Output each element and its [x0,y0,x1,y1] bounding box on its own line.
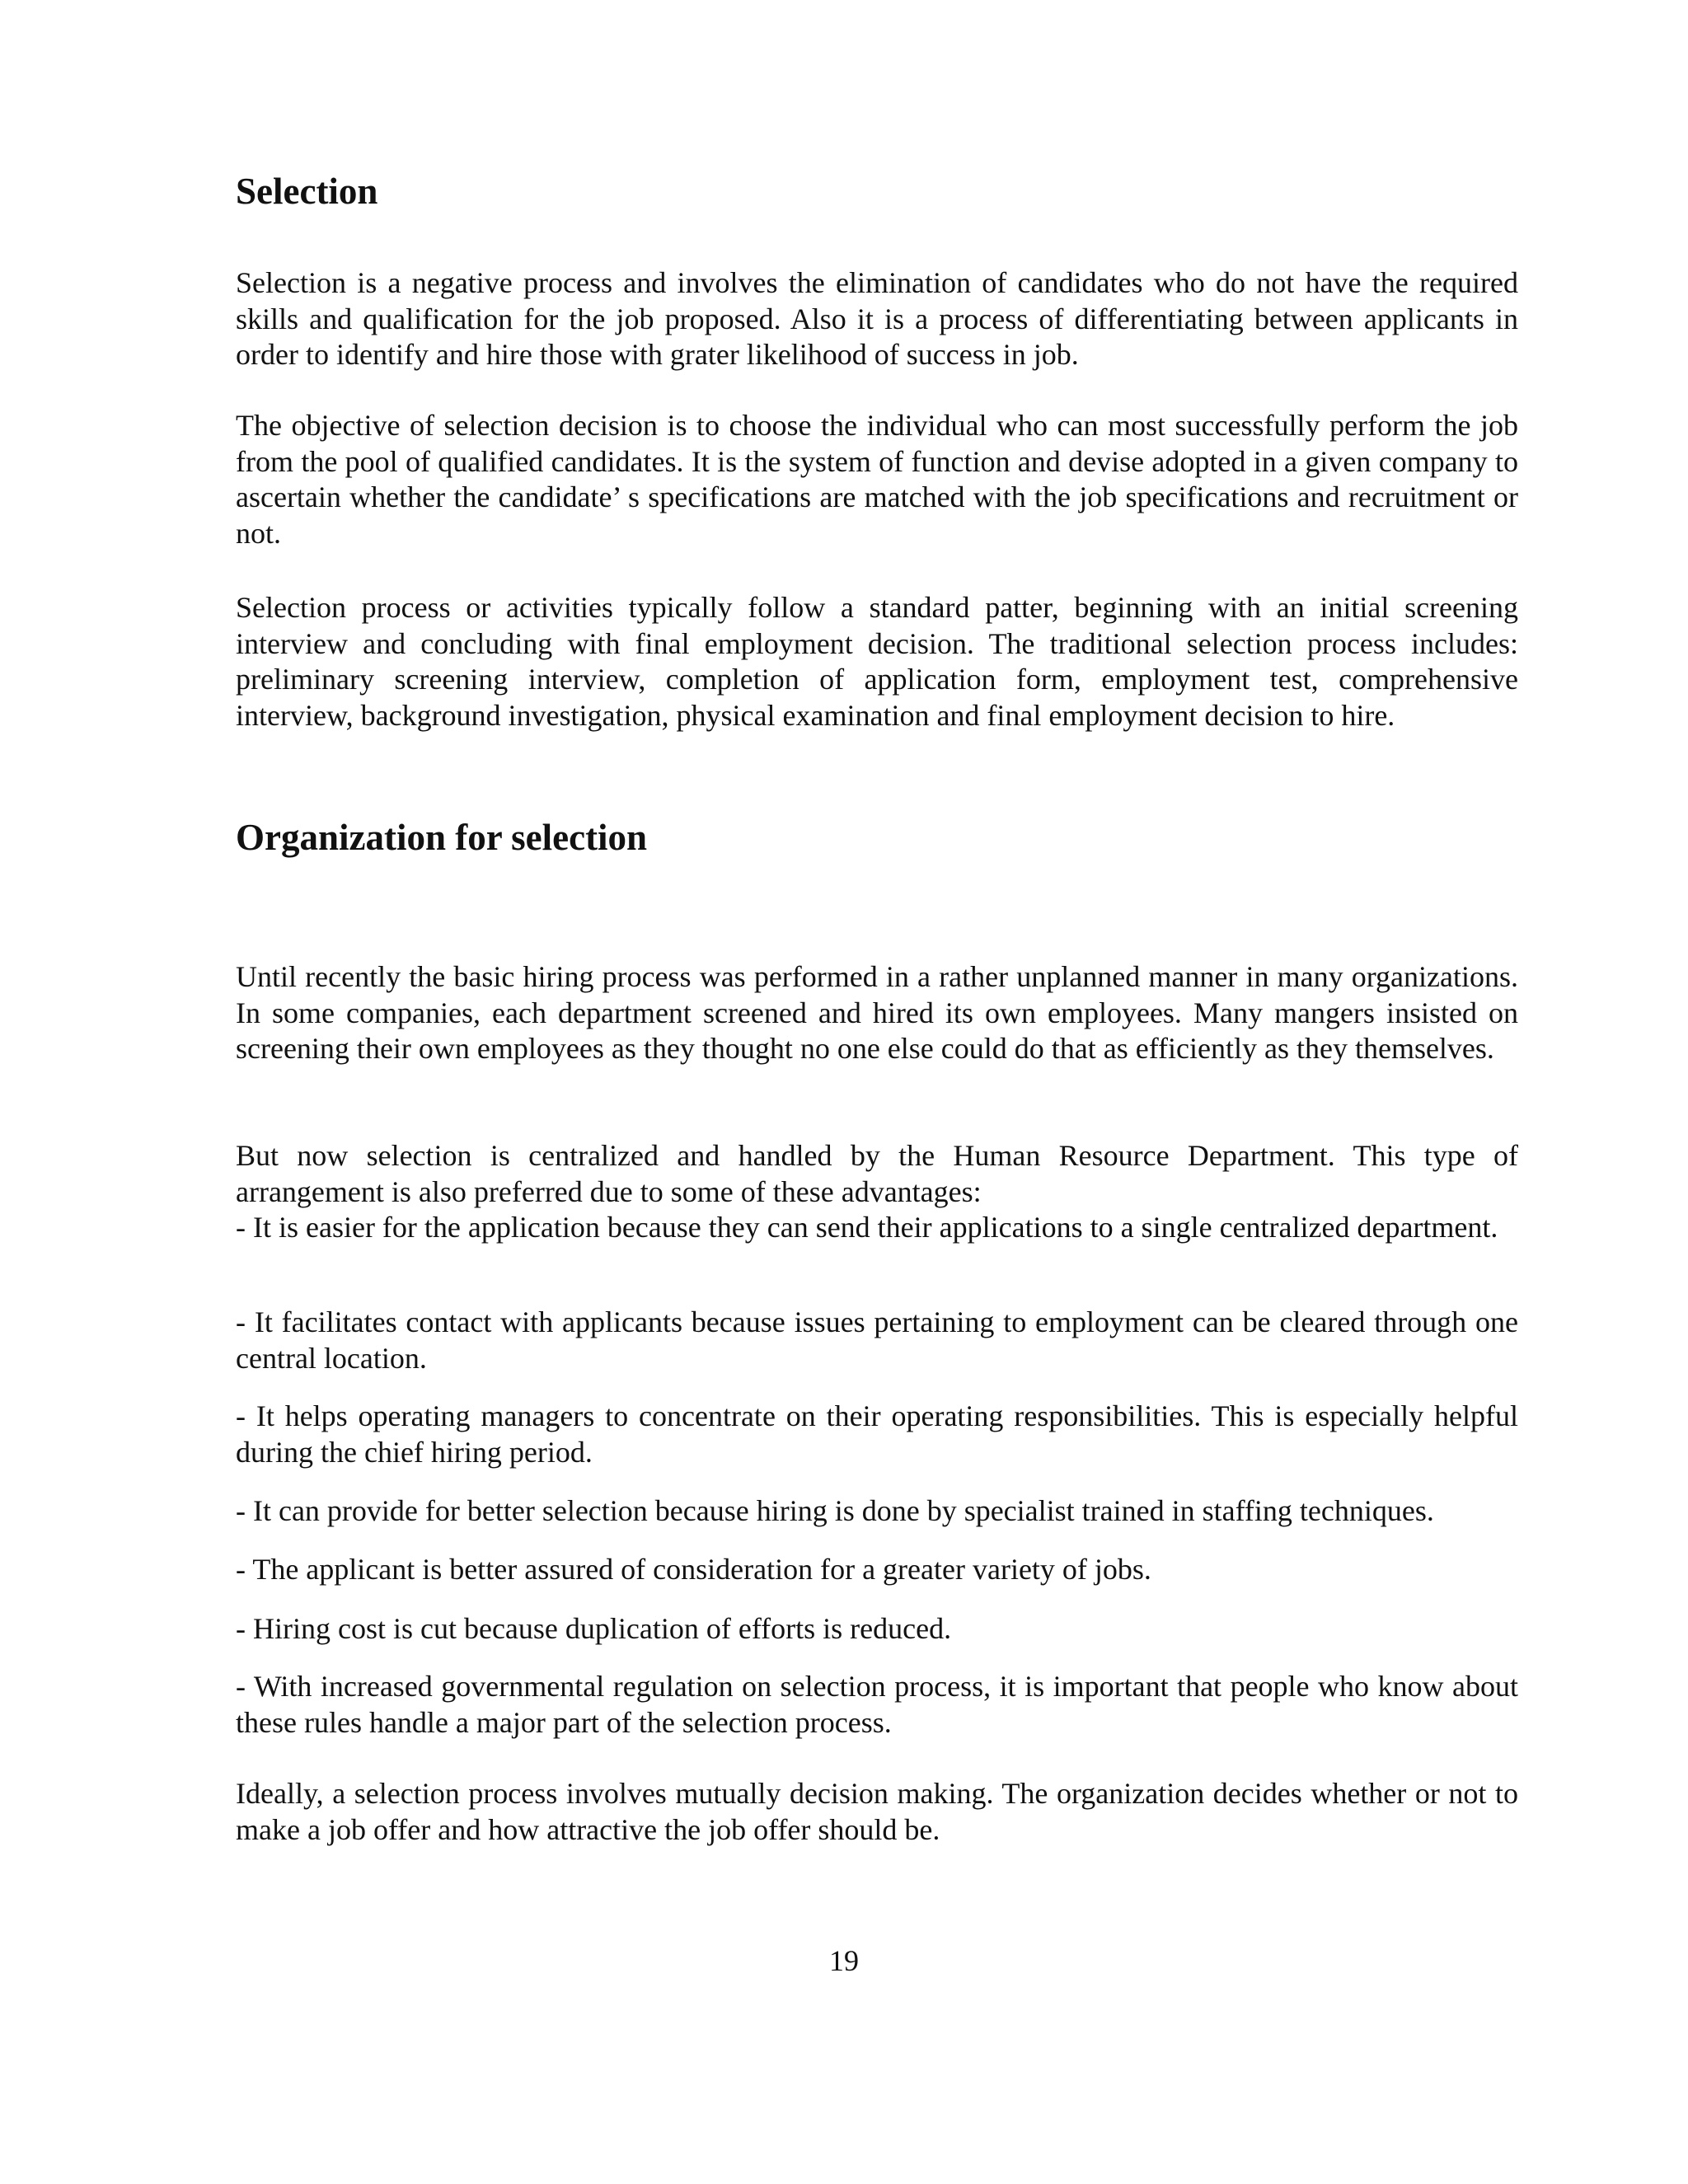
advantage-item: - With increased governmental regulation on selection process, it is important that people who know about these rules handle a major part of the selection process. [236,1670,1518,1739]
advantage-item: - Hiring cost is cut because duplication of efforts is reduced. [236,1612,952,1645]
advantage-item: - It is easier for the application because they can send their applications to a single centralized department. [236,1211,1498,1244]
page-number: 19 [829,1944,859,1977]
advantage-item: - It helps operating managers to concentrate on their operating responsibilities. This is especially helpful during the chief hiring period. [236,1399,1518,1469]
advantage-item: - The applicant is better assured of consideration for a greater variety of jobs. [236,1553,1151,1586]
selection-paragraph-2: The objective of selection decision is to choose the individual who can most successfully perform the job from the pool of qualified candidates. It is the system of function and devise adopted in a given company to ascertain whether the candidate’ s specifications are matched with the job specifications and recruitment or not. [236,409,1518,550]
selection-paragraph-3: Selection process or activities typically follow a standard patter, beginning with an initial screening interview and concluding with final employment decision. The traditional selection process includes: preliminary screening interview, completion of application form, employment test, comprehensive interview, background investigation, physical examination and final employment decision to hire. [236,591,1518,732]
centralized-intro-paragraph: But now selection is centralized and handled by the Human Resource Department. This type of arrangement is also preferred due to some of these advantages: [236,1139,1518,1208]
selection-paragraph-1: Selection is a negative process and involves the elimination of candidates who do not have the required skills and qualification for the job proposed. Also it is a process of differentiating between applicants in order to identify and hire those with grater likelihood of success in job. [236,266,1518,371]
closing-paragraph: Ideally, a selection process involves mutually decision making. The organization decides whether or not to make a job offer and how attractive the job offer should be. [236,1777,1518,1846]
advantage-item: - It can provide for better selection because hiring is done by specialist trained in staffing techniques. [236,1494,1434,1527]
organization-intro-paragraph: Until recently the basic hiring process was performed in a rather unplanned manner in many organizations. In some companies, each department screened and hired its own employees. Many mangers insisted on screening their own employees as they thought no one else could do that as efficiently as they themselves. [236,960,1518,1065]
section-heading-organization: Organization for selection [236,817,648,858]
advantage-item: - It facilitates contact with applicants because issues pertaining to employment can be cleared through one central location. [236,1305,1518,1375]
section-heading-selection: Selection [236,171,378,212]
